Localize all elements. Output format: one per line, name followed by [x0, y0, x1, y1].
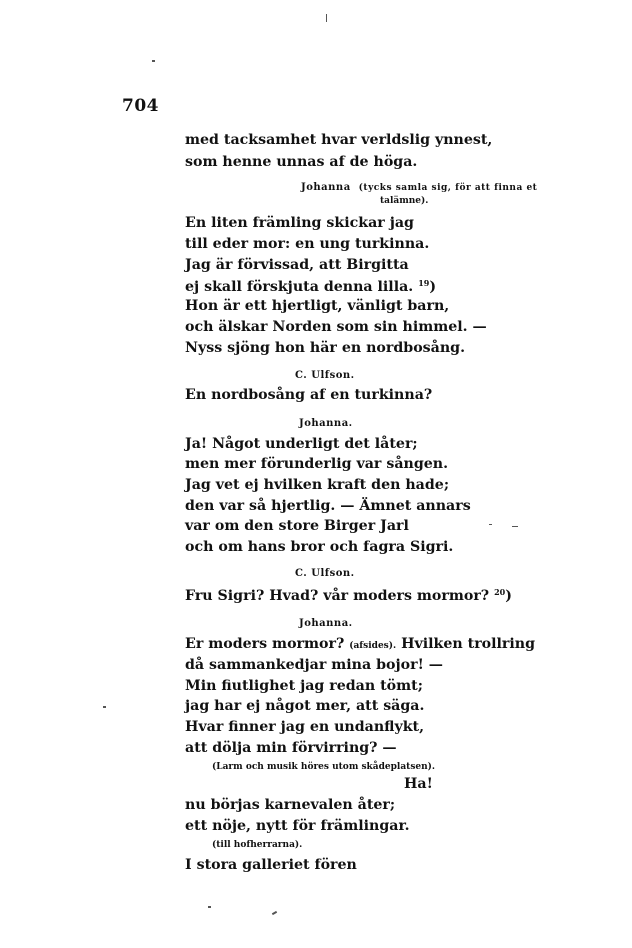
- speaker-johanna: Johanna.: [299, 418, 353, 429]
- verse-line: den var så hjertlig. — Ämnet annars: [185, 498, 471, 514]
- print-speck: [272, 911, 277, 915]
- verse-line: jag har ej något mer, att säga.: [185, 698, 425, 714]
- print-speck: [208, 906, 211, 908]
- footnote-marker: 19: [418, 278, 430, 288]
- verse-line: Ha!: [404, 776, 433, 792]
- verse-text: ej skall förskjuta denna lilla.: [185, 279, 414, 295]
- verse-line: [185, 278, 436, 295]
- verse-line: [185, 636, 535, 652]
- stage-direction: (afsides).: [349, 641, 397, 651]
- speaker-johanna: Johanna: [301, 182, 351, 193]
- stage-direction: talämne).: [380, 196, 429, 206]
- verse-line: att dölja min förvirring? —: [185, 740, 397, 756]
- print-speck: [326, 14, 327, 22]
- speaker-ulfson: C. Ulfson.: [295, 370, 355, 381]
- verse-line: ett nöje, nytt för främlingar.: [185, 818, 410, 834]
- footnote-marker: 20: [494, 587, 506, 597]
- verse-line: då sammankedjar mina bojor! —: [185, 657, 443, 673]
- speaker-johanna: Johanna.: [299, 618, 353, 629]
- speaker-ulfson: C. Ulfson.: [295, 568, 355, 579]
- print-speck: [489, 524, 492, 525]
- print-speck: [152, 60, 155, 62]
- verse-line: med tacksamhet hvar verldslig ynnest,: [185, 132, 493, 148]
- verse-line: och älskar Norden som sin himmel. —: [185, 319, 487, 335]
- page-number: 704: [122, 96, 159, 116]
- stage-direction: (Larm och musik höres utom skådeplatsen).: [212, 762, 436, 772]
- verse-line: I stora galleriet fören: [185, 857, 357, 873]
- verse-line: Min fiutlighet jag redan tömt;: [185, 678, 423, 694]
- verse-line: En nordbosång af en turkinna?: [185, 387, 433, 403]
- verse-line: men mer förunderlig var sången.: [185, 456, 449, 472]
- verse-line: Hvar finner jag en undanflykt,: [185, 719, 425, 735]
- verse-line: [185, 587, 512, 604]
- verse-line: Jag vet ej hvilken kraft den hade;: [185, 477, 450, 493]
- verse-line: Hon är ett hjertligt, vänligt barn,: [185, 298, 450, 314]
- footnote-paren: ): [429, 279, 437, 295]
- verse-line: var om den store Birger Jarl: [185, 518, 409, 534]
- speaker-name: [301, 182, 537, 193]
- verse-text: Hvilken trollring: [401, 636, 536, 652]
- verse-line: som henne unnas af de höga.: [185, 154, 418, 170]
- stage-direction: (till hofherrarna).: [212, 840, 303, 850]
- verse-line: Ja! Något underligt det låter;: [185, 436, 418, 452]
- print-speck: [512, 526, 518, 527]
- verse-line: till eder mor: en ung turkinna.: [185, 236, 430, 252]
- stage-direction: (tycks samla sig, för att finna et: [358, 183, 538, 193]
- verse-line: Jag är förvissad, att Birgitta: [185, 257, 409, 273]
- print-speck: [103, 706, 106, 708]
- verse-line: nu börjas karnevalen åter;: [185, 797, 396, 813]
- verse-text: Er moders mormor?: [185, 636, 345, 652]
- verse-line: Nyss sjöng hon här en nordbosång.: [185, 340, 466, 356]
- verse-line: En liten främling skickar jag: [185, 215, 414, 231]
- footnote-paren: ): [505, 588, 512, 604]
- verse-text: Fru Sigri? Hvad? vår moders mormor?: [185, 588, 490, 604]
- verse-line: och om hans bror och fagra Sigri.: [185, 539, 454, 555]
